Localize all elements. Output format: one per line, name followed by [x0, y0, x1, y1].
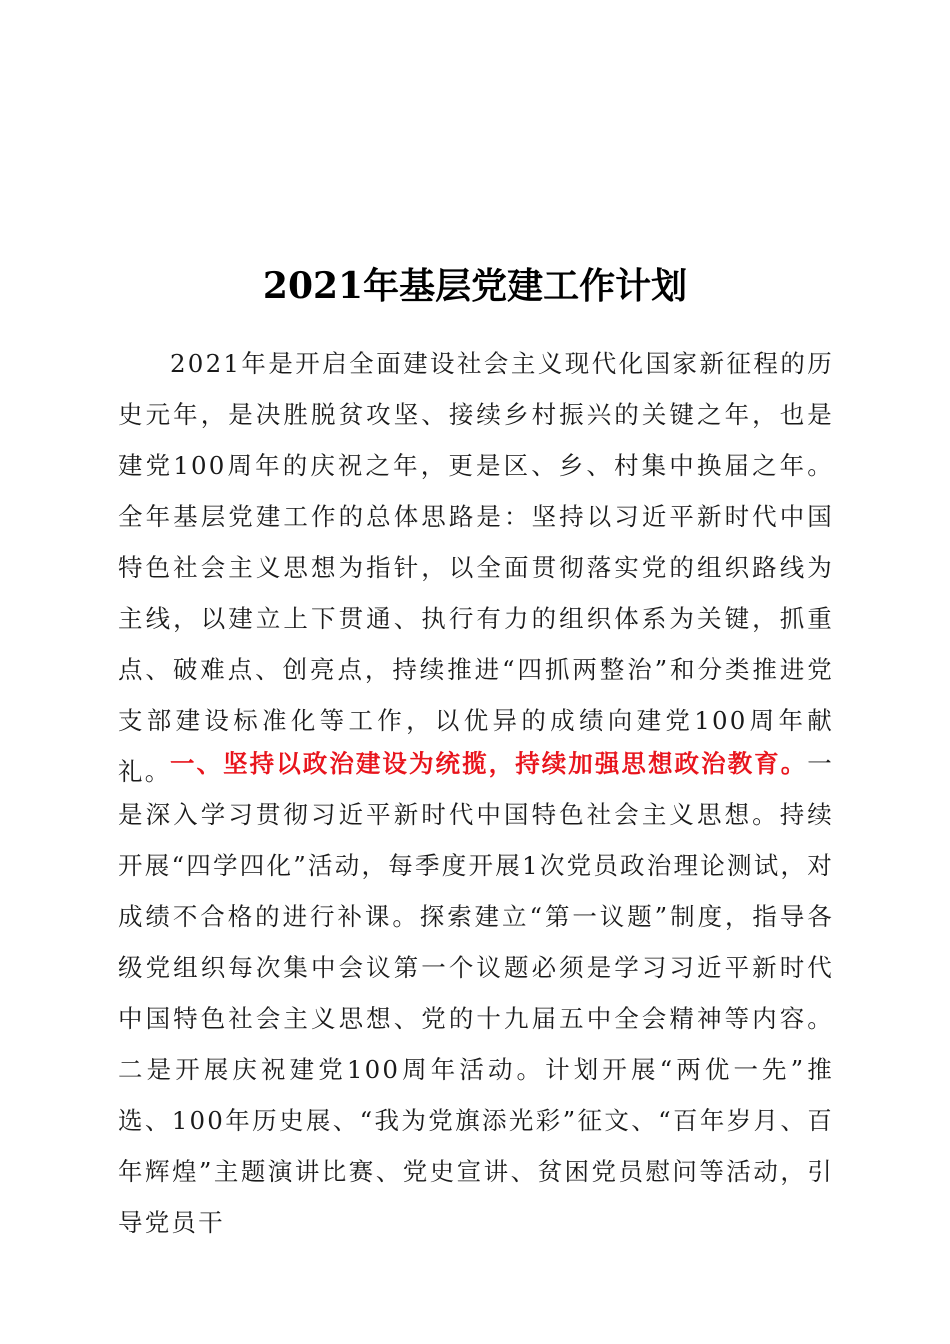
section-1-body: 一是深入学习贯彻习近平新时代中国特色社会主义思想。持续开展“四学四化”活动，每季度开展1次党员政治理论测试，对成绩不合格的进行补课。探索建立“第一议题”制度，指导各级党组织每次集中会议第一个议题必须是学习习近平新时代中国特色社会主义思想、党的十九届五中全会精神等内容。二是开展庆祝建党100周年活动。计划开展“两优一先”推选、100年历史展、“我为党旗添光彩”征文、“百年岁月、百年辉煌”主题演讲比赛、党史宣讲、贫困党员慰问等活动，引导党员干	[118, 749, 834, 1237]
section-1-heading: 一、坚持以政治建设为统揽，持续加强思想政治教育。	[170, 749, 808, 778]
intro-paragraph: 2021年是开启全面建设社会主义现代化国家新征程的历史元年，是决胜脱贫攻坚、接续乡村振兴的关键之年，也是建党100周年的庆祝之年，更是区、乡、村集中换届之年。全年基层党建工作的总体思路是：坚持以习近平新时代中国特色社会主义思想为指针，以全面贯彻落实党的组织路线为主线，以建立上下贯通、执行有力的组织体系为关键，抓重点、破难点、创亮点，持续推进“四抓两整治”和分类推进党支部建设标准化等工作，以优异的成绩向建党100周年献礼。	[118, 349, 834, 786]
section-1-paragraph	[118, 738, 834, 1248]
document-title: 2021年基层党建工作计划	[262, 265, 688, 307]
